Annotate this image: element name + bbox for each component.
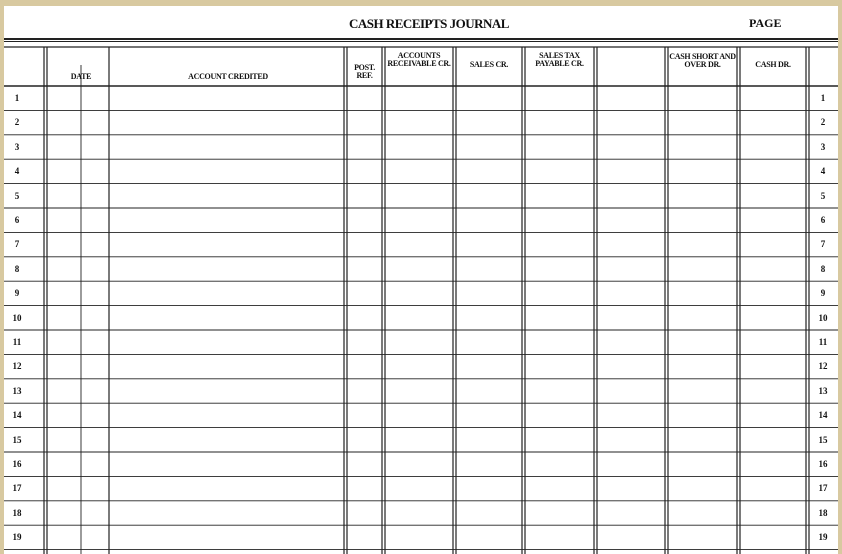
column-header-cash-dr: CASH DR. [755,60,791,69]
row-number-left: 18 [12,507,22,518]
row-number-right: 8 [820,263,826,274]
row-number-right: 11 [818,337,828,347]
column-header-date: DATE [70,72,92,81]
row-number-right: 18 [818,507,828,518]
page-label: PAGE [749,16,782,30]
row-number-right: 16 [818,459,828,469]
journal-page [4,6,838,554]
column-header-sales-cr: SALES CR. [469,60,509,69]
row-number-left: 3 [14,141,20,152]
row-number-left: 12 [12,361,22,372]
row-number-right: 3 [820,141,826,152]
row-number-right: 15 [818,434,828,445]
row-number-right: 14 [818,410,828,421]
row-number-left: 14 [12,410,22,421]
row-number-right: 5 [820,190,826,201]
journal-title: CASH RECEIPTS JOURNAL [349,16,509,31]
row-number-right: 9 [820,288,826,299]
row-number-left: 16 [12,459,22,469]
row-number-left: 2 [14,117,20,128]
row-number-left: 19 [12,532,22,543]
row-number-left: 5 [14,190,20,201]
row-number-left: 7 [14,239,20,250]
row-number-right: 10 [818,312,828,323]
row-number-right: 13 [818,385,828,396]
row-number-left: 6 [14,215,20,225]
row-number-left: 9 [14,288,20,299]
row-number-left: 13 [12,385,22,396]
column-header-cash-short-over-dr: CASH SHORT AND OVER DR. [669,52,736,69]
column-header-accounts-receivable-cr: ACCOUNTS RECEIVABLE CR. [387,51,451,68]
row-number-right: 17 [818,483,828,494]
row-number-left: 17 [12,483,22,494]
row-number-right: 19 [818,532,828,543]
journal-grid [4,6,838,554]
row-number-left: 4 [14,166,20,177]
row-number-left: 15 [12,434,22,445]
row-number-right: 1 [820,93,826,103]
row-number-right: 4 [820,166,826,177]
row-number-right: 2 [820,117,826,128]
column-header-sales-tax-payable-cr: SALES TAX PAYABLE CR. [535,51,584,68]
row-number-left: 10 [12,312,22,323]
row-number-right: 6 [820,215,826,225]
row-number-left: 8 [14,263,20,274]
column-header-account-credited: ACCOUNT CREDITED [188,72,268,81]
row-number-left: 1 [14,93,20,103]
row-number-right: 12 [818,361,828,372]
row-number-right: 7 [820,239,826,250]
column-header-post-ref: POST. REF. [354,63,375,80]
row-number-left: 11 [12,337,22,347]
